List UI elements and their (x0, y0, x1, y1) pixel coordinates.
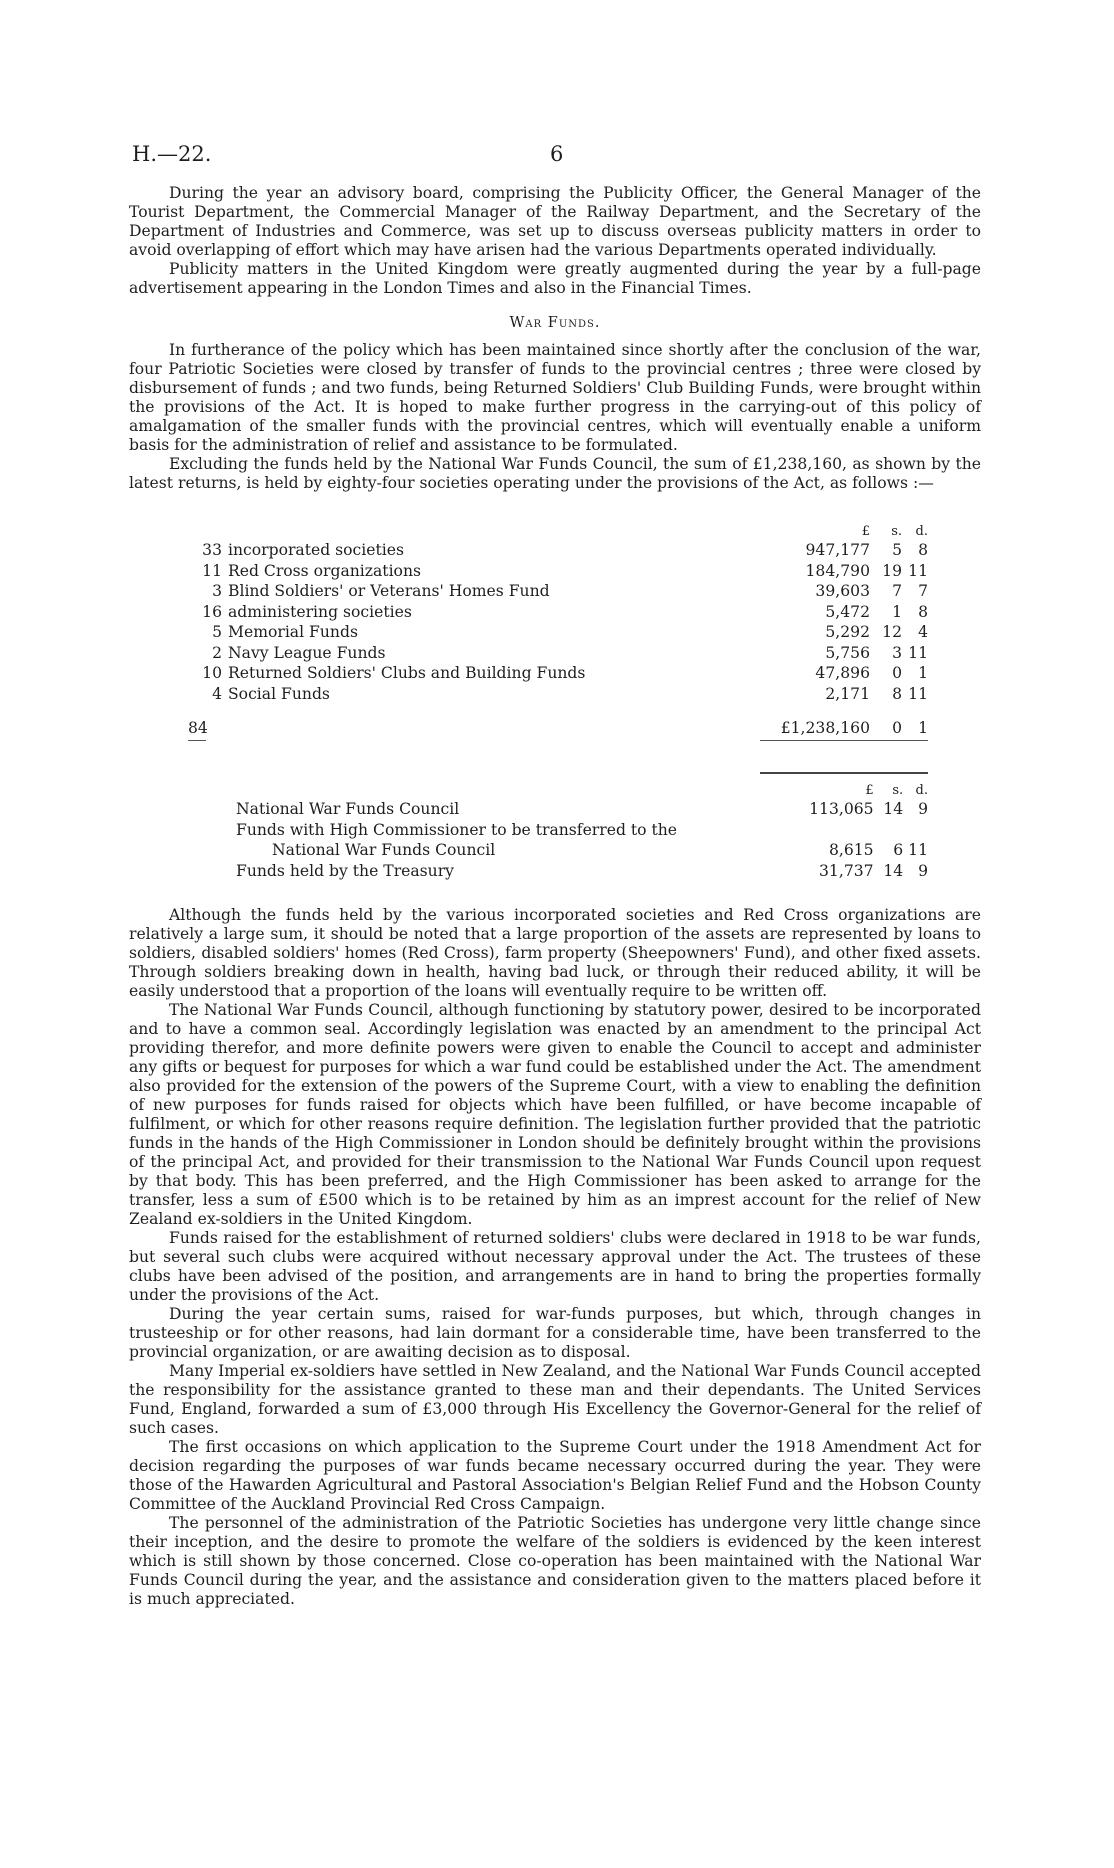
shillings-cell (874, 820, 904, 841)
paragraph: The first occasions on which application to the Supreme Court under the 1918 Amendment Act for decision regarding the purposes of war funds became necessary occurred during the year. They were those of the Hawarden Agricultural and Pastoral Association's Belgian Relief Fund and the Hobson County Committee of the Auckland Provincial Red Cross Campaign. (129, 1438, 981, 1513)
section-heading: War Funds. (509, 315, 601, 331)
society-count: 11 (202, 561, 222, 580)
column-header-pounds: £ (861, 524, 870, 539)
pounds-cell: 2,171 (825, 684, 870, 703)
society-count: 3 (212, 582, 222, 600)
society-name: Social Funds (228, 684, 330, 703)
pence-cell (903, 820, 928, 841)
shillings-cell: 3 (892, 643, 902, 662)
paragraph: Publicity matters in the United Kingdom were greatly augmented during the year by a full-page advertisement appearing in the London Times and also in the Financial Times. (129, 260, 981, 297)
society-name: Memorial Funds (228, 623, 358, 641)
page-header (132, 142, 982, 168)
pounds-cell: 113,065 (809, 800, 874, 818)
society-name: Blind Soldiers' or Veterans' Homes Fund (228, 582, 550, 600)
societies-table (188, 524, 928, 739)
shillings-cell: 6 (893, 841, 904, 859)
column-header-pence: d. (915, 524, 928, 539)
table-row (188, 602, 928, 623)
table-row (188, 622, 928, 643)
pounds-cell: 5,292 (825, 623, 870, 641)
pounds-cell: 184,790 (805, 561, 870, 580)
closing-section (129, 906, 981, 1609)
table-row (188, 663, 928, 684)
pounds-cell: 39,603 (815, 582, 870, 600)
fund-holder-name: Funds with High Commissioner to be transferred to the (236, 820, 678, 839)
paragraph: Excluding the funds held by the National War Funds Council, the sum of £1,238,160, as shown by the latest returns, is held by eighty-four societies operating under the provisions of the Act, as follows :— (129, 455, 981, 492)
document-code: H.—22. (132, 142, 212, 166)
pence-cell: 11 (908, 684, 928, 703)
table-row (236, 861, 928, 882)
pounds-cell: 47,896 (815, 664, 870, 682)
amount-total-rule (760, 740, 928, 741)
paragraph: Many Imperial ex-soldiers have settled in New Zealand, and the National War Funds Council accepted the responsibility for the assistance granted to these man and their dependants. The United Services Fund, England, forwarded a sum of £3,000 through His Excellency the Governor-General for the relief of such cases. (129, 1362, 981, 1437)
pence-cell: 7 (918, 582, 928, 600)
paragraph: During the year certain sums, raised for war-funds purposes, but which, through changes in trusteeship or for other reasons, had lain dormant for a considerable time, have been transferred to the provincial organization, or are awaiting decision as to disposal. (129, 1305, 981, 1361)
paragraph: The personnel of the administration of the Patriotic Societies has undergone very little change since their inception, and the desire to promote the welfare of the soldiers is evidenced by the keen interest which is still shown by those concerned. Close co-operation has been maintained with the National War Funds Council during the year, and the assistance and consideration given to the matters placed before it is much appreciated. (129, 1514, 981, 1608)
shillings-cell: 7 (892, 582, 902, 600)
fund-holder-name: National War Funds Council (236, 800, 460, 818)
pounds-cell: 947,177 (805, 541, 870, 559)
count-total-rule (188, 740, 206, 741)
table-row (236, 799, 928, 820)
shillings-cell: 1 (892, 602, 902, 621)
table-row (236, 840, 928, 861)
paragraph: The National War Funds Council, although functioning by statutory power, desired to be incorporated and to have a common seal. Accordingly legislation was enacted by an amendment to the principal Act providing therefor, and more definite powers were given to enable the Council to accept and administer any gifts or bequest for purposes for which a war fund could be established under the Act. The amendment also provided for the extension of the powers of the Supreme Court, with a view to enabling the definition of new purposes for funds raised for objects which have been fulfilled, or have become incapable of fulfilment, or which for other reasons require definition. The legislation further provided that the patriotic funds in the hands of the High Commissioner in London should be definitely brought within the provisions of the principal Act, and provided for their transmission to the National War Funds Council upon request by that body. This has been preferred, and the High Commissioner has been asked to arrange for the transfer, less a sum of £500 which is to be retained by him as an imprest account for the relief of New Zealand ex-soldiers in the United Kingdom. (129, 1001, 981, 1228)
total-pounds: £1,238,160 (780, 719, 870, 737)
pence-cell: 11 (908, 643, 928, 662)
pence-cell: 8 (918, 541, 928, 559)
pence-cell: 8 (918, 602, 928, 621)
shillings-cell: 14 (883, 800, 904, 818)
society-name: incorporated societies (228, 541, 404, 559)
fund-holder-name: Funds held by the Treasury (236, 861, 454, 880)
table-total-row (188, 718, 928, 739)
fund-holder-name: National War Funds Council (272, 841, 496, 859)
amount-double-rule (760, 772, 928, 774)
pounds-cell (760, 820, 874, 841)
pence-cell: 9 (918, 861, 928, 880)
pence-cell: 11 (908, 561, 928, 580)
total-shillings: 0 (892, 719, 902, 737)
shillings-cell: 0 (892, 664, 902, 682)
table-row (188, 540, 928, 561)
society-count: 33 (202, 541, 222, 559)
society-name: Red Cross organizations (228, 561, 421, 580)
society-count: 2 (212, 643, 222, 662)
total-pence: 1 (918, 719, 928, 737)
table-row (188, 684, 928, 705)
society-count: 16 (202, 602, 222, 621)
page-number: 6 (550, 142, 564, 166)
shillings-cell: 12 (882, 623, 902, 641)
council-table (236, 783, 928, 881)
society-count: 4 (212, 684, 222, 703)
column-header-pence: d. (915, 783, 928, 798)
society-name: Returned Soldiers' Clubs and Building Funds (228, 664, 586, 682)
table-spacer-row (188, 704, 928, 718)
table-row (188, 561, 928, 582)
pence-cell: 11 (908, 841, 928, 859)
pounds-cell: 5,472 (825, 602, 870, 621)
table-header-row (188, 524, 928, 540)
shillings-cell: 14 (883, 861, 904, 880)
shillings-cell: 8 (892, 684, 902, 703)
table-row (236, 820, 928, 841)
table-header-row (236, 783, 928, 799)
paragraph: During the year an advisory board, comprising the Publicity Officer, the General Manager of the Tourist Department, the Commercial Manager of the Railway Department, and the Secretary of the Department of Industries and Commerce, was set up to discuss overseas publicity matters in order to avoid overlapping of effort which may have arisen had the various Departments operated individually. (129, 184, 981, 259)
pence-cell: 1 (918, 664, 928, 682)
paragraph: Funds raised for the establishment of returned soldiers' clubs were declared in 1918 to be war funds, but several such clubs were acquired without necessary approval under the Act. The trustees of these clubs have been advised of the position, and arrangements are in hand to bring the properties formally under the provisions of the Act. (129, 1229, 981, 1304)
society-name: Navy League Funds (228, 643, 386, 662)
society-name: administering societies (228, 602, 412, 621)
pence-cell: 9 (918, 800, 928, 818)
table-row (188, 581, 928, 602)
column-header-shillings: s. (891, 524, 902, 539)
intro-section (129, 184, 981, 493)
paragraph: Although the funds held by the various incorporated societies and Red Cross organizations are relatively a large sum, it should be noted that a large proportion of the assets are represented by loans to soldiers, disabled soldiers' homes (Red Cross), farm property (Sheepowners' Fund), and other fixed assets. Through soldiers breaking down in health, having bad luck, or through their reduced ability, it will be easily understood that a proportion of the loans will eventually require to be written off. (129, 906, 981, 1000)
column-header-pounds: £ (865, 783, 874, 798)
society-count: 10 (202, 664, 222, 682)
column-header-shillings: s. (892, 783, 904, 798)
table-row (188, 643, 928, 664)
pounds-cell: 31,737 (819, 861, 874, 880)
paragraph: In furtherance of the policy which has been maintained since shortly after the conclusion of the war, four Patriotic Societies were closed by transfer of funds to the provincial centres ; three were closed by disbursement of funds ; and two funds, being Returned Soldiers' Club Building Funds, were brought within the provisions of the Act. It is hoped to make further progress in the carrying-out of this policy of amalgamation of the smaller funds with the provincial centres, which will eventually enable a uniform basis for the administration of relief and assistance to be formulated. (129, 341, 981, 454)
pounds-cell: 8,615 (828, 841, 874, 859)
society-count: 5 (212, 623, 222, 641)
pence-cell: 4 (918, 623, 928, 641)
total-count: 84 (188, 719, 208, 737)
pounds-cell: 5,756 (825, 643, 870, 662)
shillings-cell: 19 (882, 561, 902, 580)
shillings-cell: 5 (892, 541, 902, 559)
